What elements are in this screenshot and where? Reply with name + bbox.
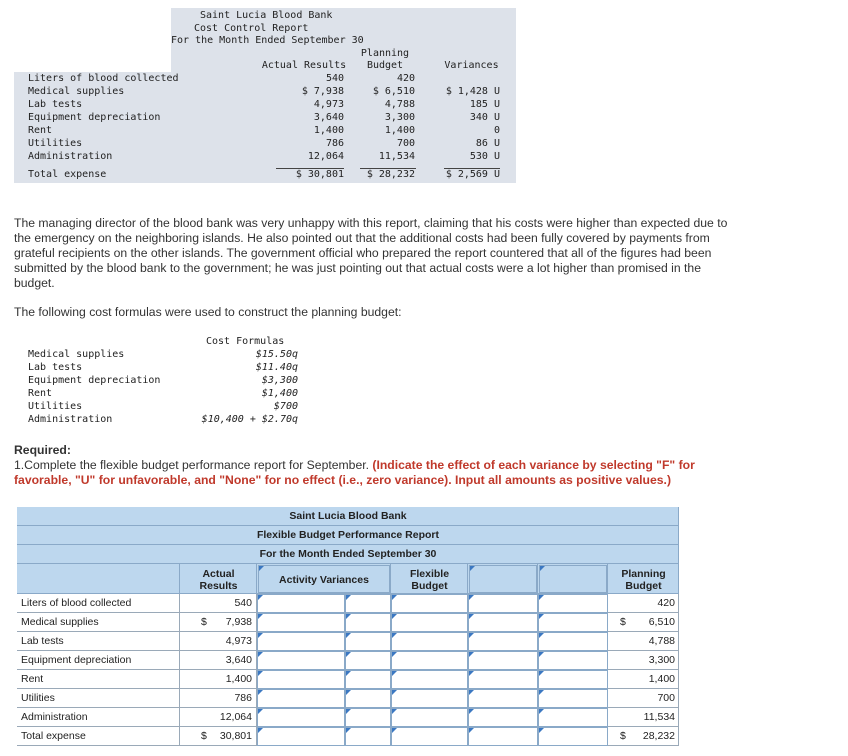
perf-row-planning: 3,300 xyxy=(648,654,675,666)
flexible-budget-performance-report xyxy=(17,507,679,745)
formula-row-value: $11.40q xyxy=(255,362,298,373)
report-row-label: Liters of blood collected xyxy=(28,73,179,84)
perf-col-flexible-2: Budget xyxy=(411,580,448,592)
perf-row-planning: 700 xyxy=(657,692,675,704)
cost-control-report xyxy=(14,8,516,183)
perf-col-planning-1: Planning xyxy=(621,568,666,580)
report-row-label: Utilities xyxy=(28,138,83,149)
activity-variance-effect-select[interactable] xyxy=(345,708,391,727)
report-row-label: Administration xyxy=(28,151,113,162)
report-row-actual: 1,400 xyxy=(313,125,344,136)
report-row-actual: 786 xyxy=(325,138,344,149)
activity-variance-effect-select[interactable] xyxy=(345,651,391,670)
perf-row-actual: 786 xyxy=(234,692,252,704)
perf-row-planning: 420 xyxy=(657,597,675,609)
report-row-label: Total expense xyxy=(28,169,107,180)
variance-amount-input[interactable] xyxy=(468,670,538,689)
perf-row-planning: 6,510 xyxy=(648,616,675,628)
report-planning-underline xyxy=(360,168,416,169)
variance-effect-select[interactable] xyxy=(538,689,608,708)
perf-title-band xyxy=(17,507,679,526)
required-instructions xyxy=(14,458,844,488)
variance-amount-input[interactable] xyxy=(468,689,538,708)
activity-variance-effect-select[interactable] xyxy=(345,689,391,708)
formula-row-value: $15.50q xyxy=(255,349,298,360)
perf-row-actual-dollar: $ xyxy=(201,730,207,742)
formula-row-label: Administration xyxy=(28,414,113,425)
perf-title-band xyxy=(17,526,679,545)
perf-row-label: Administration xyxy=(21,711,88,723)
variance-amount-input[interactable] xyxy=(468,613,538,632)
perf-row-planning: 4,788 xyxy=(648,635,675,647)
report-row-planning: 1,400 xyxy=(384,125,415,136)
perf-title-band xyxy=(17,545,679,564)
cost-formulas-table xyxy=(14,332,314,428)
report-actual-underline xyxy=(276,168,344,169)
variance-effect-select[interactable] xyxy=(538,613,608,632)
formula-row-value: $10,400 + $2.70q xyxy=(201,414,298,425)
formula-row-label: Utilities xyxy=(28,401,83,412)
report-row-label: Lab tests xyxy=(28,99,83,110)
report-row-label: Rent xyxy=(28,125,53,136)
required-line1-plain: 1.Complete the flexible budget performance report for September. xyxy=(14,458,373,472)
flexible-budget-input[interactable] xyxy=(391,689,468,708)
report-row-planning: $ 6,510 xyxy=(372,86,415,97)
report-row-actual: 540 xyxy=(325,73,344,84)
activity-variance-amount-input[interactable] xyxy=(257,708,345,727)
report-row-actual: 4,973 xyxy=(313,99,344,110)
report-org-name: Saint Lucia Blood Bank xyxy=(200,10,333,21)
report-row-actual: 12,064 xyxy=(307,151,344,162)
required-heading: Required: xyxy=(14,443,71,457)
variance-effect-select[interactable] xyxy=(538,727,608,746)
report-row-planning: 700 xyxy=(396,138,415,149)
activity-variance-amount-input[interactable] xyxy=(257,613,345,632)
perf-row-label: Lab tests xyxy=(21,635,64,647)
report-row-variance: 86 U xyxy=(475,138,500,149)
variance-amount-input[interactable] xyxy=(468,651,538,670)
report-row-variance: 0 xyxy=(493,125,500,136)
report-col-actual: Actual Results xyxy=(261,60,347,71)
perf-row-label: Total expense xyxy=(21,730,86,742)
cost-formulas-heading: Cost Formulas xyxy=(206,336,285,347)
report-row-variance: 530 U xyxy=(469,151,500,162)
flexible-budget-input[interactable] xyxy=(391,708,468,727)
activity-variance-effect-select[interactable] xyxy=(345,670,391,689)
formula-row-label: Equipment depreciation xyxy=(28,375,161,386)
report-row-planning: 4,788 xyxy=(384,99,415,110)
variance-effect-select[interactable] xyxy=(538,594,608,613)
perf-header-label-col xyxy=(17,564,180,594)
perf-col-actual-1: Actual xyxy=(202,568,235,580)
perf-title: Flexible Budget Performance Report xyxy=(256,529,440,541)
report-row-variance: $ 2,569 U xyxy=(445,169,500,180)
variance-effect-select[interactable] xyxy=(538,651,608,670)
scenario-line: budget. xyxy=(14,276,55,290)
perf-row-planning: 11,534 xyxy=(643,711,675,723)
perf-row-actual: 12,064 xyxy=(219,711,252,723)
variance-amount-input[interactable] xyxy=(468,708,538,727)
variance-effect-select[interactable] xyxy=(538,670,608,689)
perf-col-actual-2: Results xyxy=(199,580,238,592)
perf-col-planning-2: Budget xyxy=(625,580,662,592)
perf-row-planning-dollar: $ xyxy=(620,730,626,742)
activity-variance-amount-input[interactable] xyxy=(257,632,345,651)
perf-row-label: Medical supplies xyxy=(21,616,99,628)
report-row-planning: 11,534 xyxy=(378,151,415,162)
required-line2-bold: favorable, "U" for unfavorable, and "None" for no effect (i.e., zero variance). Input all amounts as positive values.) xyxy=(14,473,672,487)
flexible-budget-input[interactable] xyxy=(391,594,468,613)
perf-row-actual-dollar: $ xyxy=(201,616,207,628)
variance-effect-select[interactable] xyxy=(538,708,608,727)
activity-variance-amount-input[interactable] xyxy=(257,727,345,746)
perf-org-name: Saint Lucia Blood Bank xyxy=(289,510,407,522)
perf-row-actual: 3,640 xyxy=(225,654,252,666)
activity-variance-amount-input[interactable] xyxy=(257,689,345,708)
perf-row-planning: 1,400 xyxy=(648,673,675,685)
report-variance-underline xyxy=(444,168,500,169)
activity-variance-effect-select[interactable] xyxy=(345,613,391,632)
formula-row-label: Medical supplies xyxy=(28,349,125,360)
activity-variance-amount-input[interactable] xyxy=(257,651,345,670)
perf-row-actual: 7,938 xyxy=(225,616,252,628)
perf-row-planning: 28,232 xyxy=(642,730,675,742)
report-col-planning-line1: Planning xyxy=(360,48,410,59)
activity-variance-amount-input[interactable] xyxy=(257,670,345,689)
report-title: Cost Control Report xyxy=(194,23,309,34)
formula-row-value: $1,400 xyxy=(261,388,298,399)
scenario-line: the emergency on the neighboring islands. He also pointed out that the additional costs had been fully covered by payments from xyxy=(14,231,710,245)
flexible-budget-input[interactable] xyxy=(391,670,468,689)
scenario-line: grateful recipients on the other islands. The government official who prepared the report countered that all of the figures had been xyxy=(14,246,712,260)
report-row-actual: 3,640 xyxy=(313,112,344,123)
report-period: For the Month Ended September 30 xyxy=(171,35,364,46)
perf-period: For the Month Ended September 30 xyxy=(259,548,437,560)
formulas-intro: The following cost formulas were used to construct the planning budget: xyxy=(14,305,402,319)
report-row-planning: $ 28,232 xyxy=(366,169,415,180)
report-row-label: Equipment depreciation xyxy=(28,112,161,123)
flexible-budget-input[interactable] xyxy=(391,613,468,632)
perf-header-dropdown[interactable] xyxy=(539,565,607,593)
scenario-line: The managing director of the blood bank was very unhappy with this report, claiming that his costs were higher than expected due to xyxy=(14,216,728,230)
required-line1-bold: (Indicate the effect of each variance by selecting "F" for xyxy=(372,458,695,472)
report-col-variances: Variances xyxy=(444,60,499,71)
perf-row-label: Rent xyxy=(21,673,44,685)
perf-col-activity: Activity Variances xyxy=(279,574,369,586)
scenario-line: submitted by the blood bank to the government; he was just pointing out that actual costs were a lot higher than promised in the xyxy=(14,261,701,275)
perf-row-actual: 30,801 xyxy=(219,730,252,742)
perf-row-actual: 540 xyxy=(234,597,252,609)
report-row-label: Medical supplies xyxy=(28,86,125,97)
perf-header-dropdown[interactable] xyxy=(258,565,390,593)
report-row-variance: 340 U xyxy=(469,112,500,123)
report-row-actual: $ 7,938 xyxy=(301,86,344,97)
perf-row-actual: 4,973 xyxy=(225,635,252,647)
variance-amount-input[interactable] xyxy=(468,594,538,613)
formula-row-value: $700 xyxy=(273,401,298,412)
perf-row-actual: 1,400 xyxy=(225,673,252,685)
activity-variance-amount-input[interactable] xyxy=(257,594,345,613)
report-row-planning: 3,300 xyxy=(384,112,415,123)
report-row-actual: $ 30,801 xyxy=(295,169,344,180)
formula-row-label: Lab tests xyxy=(28,362,83,373)
perf-col-flexible-1: Flexible xyxy=(409,568,450,580)
flexible-budget-input[interactable] xyxy=(391,651,468,670)
activity-variance-effect-select[interactable] xyxy=(345,632,391,651)
variance-amount-input[interactable] xyxy=(468,632,538,651)
activity-variance-effect-select[interactable] xyxy=(345,594,391,613)
scenario-paragraph xyxy=(14,216,834,291)
formula-row-value: $3,300 xyxy=(261,375,298,386)
flexible-budget-input[interactable] xyxy=(391,727,468,746)
variance-effect-select[interactable] xyxy=(538,632,608,651)
perf-row-label: Equipment depreciation xyxy=(21,654,132,666)
formula-row-label: Rent xyxy=(28,388,53,399)
perf-row-planning-dollar: $ xyxy=(620,616,626,628)
report-col-planning-line2: Budget xyxy=(366,60,404,71)
report-row-variance: $ 1,428 U xyxy=(445,86,500,97)
perf-row-label: Liters of blood collected xyxy=(21,597,132,609)
variance-amount-input[interactable] xyxy=(468,727,538,746)
report-row-planning: 420 xyxy=(396,73,415,84)
report-row-variance: 185 U xyxy=(469,99,500,110)
perf-header-dropdown[interactable] xyxy=(469,565,537,593)
flexible-budget-input[interactable] xyxy=(391,632,468,651)
perf-row-label: Utilities xyxy=(21,692,55,704)
activity-variance-effect-select[interactable] xyxy=(345,727,391,746)
